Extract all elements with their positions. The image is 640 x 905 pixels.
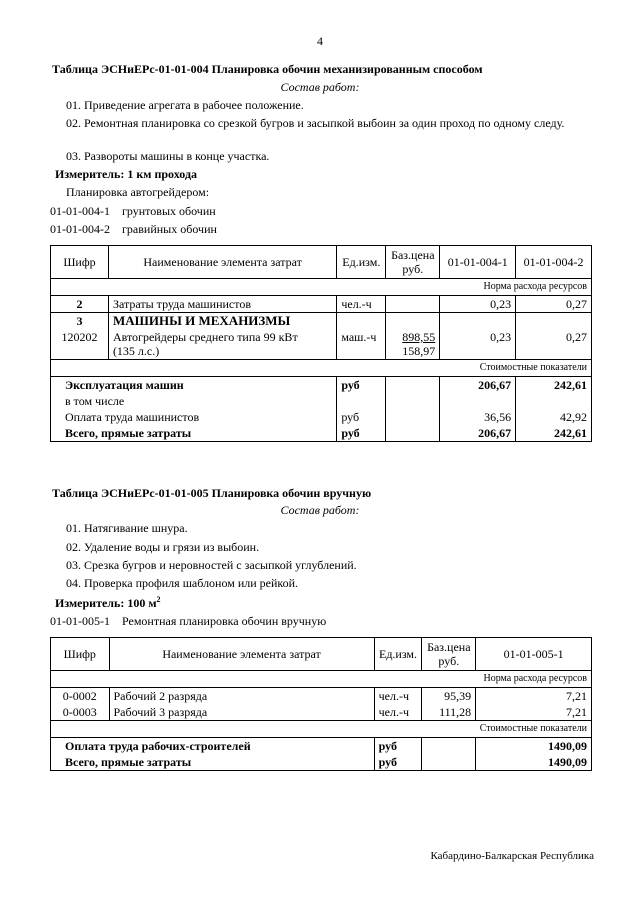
cost-unit: руб	[337, 425, 386, 442]
row-name-line1: Автогрейдеры среднего типа 99 кВт	[112, 330, 298, 344]
row-price: 95,39	[422, 688, 476, 705]
table-row	[51, 409, 592, 425]
header-name: Наименование элемента затрат	[109, 638, 374, 671]
header-base-price: Баз.цена руб.	[422, 638, 476, 671]
header-unit: Ед.изм.	[374, 638, 422, 671]
table-row	[51, 688, 592, 705]
cost-value-2: 42,92	[516, 409, 592, 425]
code: 01-01-004-1	[50, 204, 110, 218]
cost-value-1: 36,56	[440, 409, 516, 425]
row-name-line2: (135 л.с.)	[112, 344, 160, 358]
measurer-text: Измеритель: 100 м	[55, 596, 157, 610]
table2-code-line-1	[50, 614, 326, 629]
row-price-1: 898,55	[402, 330, 436, 344]
row-unit: чел.-ч	[337, 296, 386, 313]
table2-title: Таблица ЭСНиЕРс-01-01-005 Планировка обочин вручную	[52, 486, 372, 500]
row-name: Затраты труда машинистов	[108, 296, 336, 313]
table2-norm-row	[51, 671, 592, 688]
cost-unit: руб	[337, 409, 386, 425]
table1-section-row	[51, 313, 592, 330]
header-name: Наименование элемента затрат	[108, 246, 336, 279]
cost-name: Всего, прямые затраты	[51, 754, 375, 771]
cost-label: Стоимостные показатели	[440, 360, 592, 377]
table1-code-line-2	[50, 222, 217, 237]
cost-unit: руб	[374, 738, 422, 755]
header-base-price: Баз.цена руб.	[386, 246, 440, 279]
code-name: гравийных обочин	[122, 222, 217, 236]
cost-value-1: 206,67	[440, 425, 516, 442]
cost-value-1: 206,67	[440, 377, 516, 394]
row-value-1: 0,23	[440, 329, 516, 360]
table2-composition-title: Состав работ:	[280, 503, 360, 517]
table1-norm-row	[51, 279, 592, 296]
table-row	[51, 425, 592, 442]
code-name: Ремонтная планировка обочин вручную	[122, 614, 327, 628]
row-cipher: 2	[51, 296, 109, 313]
table1-step-1: 01. Приведение агрегата в рабочее положение.	[66, 98, 304, 112]
norm-label: Норма расхода ресурсов	[476, 671, 592, 688]
row-cipher: 0-0002	[51, 688, 110, 705]
row-cipher: 0-0003	[51, 704, 110, 721]
code: 01-01-005-1	[50, 614, 110, 628]
table1-header-row	[51, 246, 592, 279]
cost-name: Всего, прямые затраты	[51, 425, 337, 442]
row-price-2: 158,97	[402, 344, 436, 358]
header-col2: 01-01-004-2	[516, 246, 592, 279]
header-unit: Ед.изм.	[337, 246, 386, 279]
header-col1: 01-01-005-1	[476, 638, 592, 671]
cost-value-2: 242,61	[516, 425, 592, 442]
cost-name: Эксплуатация машин	[51, 377, 337, 394]
row-value-2: 0,27	[516, 296, 592, 313]
cost-name: в том числе	[51, 393, 337, 409]
table-row	[51, 754, 592, 771]
code: 01-01-004-2	[50, 222, 110, 236]
table1-step-2: 02. Ремонтная планировка со срезкой бугров и засыпкой выбоин за один проход по одному следу.	[66, 116, 565, 130]
section-name: МАШИНЫ И МЕХАНИЗМЫ	[108, 313, 336, 330]
row-cipher: 120202	[51, 329, 109, 360]
table1-subtitle: Планировка автогрейдером:	[66, 185, 210, 199]
measurer-sup: 2	[156, 595, 161, 604]
table-row	[51, 329, 592, 360]
table1-composition-title: Состав работ:	[280, 80, 360, 94]
section-cipher: 3	[51, 313, 109, 330]
cost-value-2: 242,61	[516, 377, 592, 394]
cost-name: Оплата труда машинистов	[51, 409, 337, 425]
table2-step-2: 02. Удаление воды и грязи из выбоин.	[66, 540, 260, 554]
table1-step-3: 03. Развороты машины в конце участка.	[66, 149, 270, 163]
row-name: Рабочий 2 разряда	[109, 688, 374, 705]
header-cipher: Шифр	[51, 246, 109, 279]
table2	[50, 637, 592, 771]
table1-measurer: Измеритель: 1 км прохода	[55, 167, 198, 181]
cost-unit: руб	[374, 754, 422, 771]
row-value-2: 0,27	[516, 329, 592, 360]
table2-step-1: 01. Натягивание шнура.	[66, 521, 188, 535]
table1	[50, 245, 592, 442]
table-row	[51, 296, 592, 313]
table-row	[51, 393, 592, 409]
footer-region: Кабардино-Балкарская Республика	[430, 850, 594, 862]
norm-label: Норма расхода ресурсов	[440, 279, 592, 296]
table2-step-4: 04. Проверка профиля шаблоном или рейкой.	[66, 576, 299, 590]
page-number: 4	[317, 34, 323, 48]
row-price: 111,28	[422, 704, 476, 721]
table-row	[51, 704, 592, 721]
table1-title: Таблица ЭСНиЕРс-01-01-004 Планировка обочин механизированным способом	[52, 62, 483, 76]
table2-measurer	[55, 595, 161, 611]
row-value-1: 7,21	[476, 688, 592, 705]
table1-code-line-1	[50, 204, 216, 219]
code-name: грунтовых обочин	[122, 204, 216, 218]
cost-name: Оплата труда рабочих-строителей	[51, 738, 375, 755]
table-row	[51, 738, 592, 755]
cost-value-1: 1490,09	[476, 738, 592, 755]
cost-label: Стоимостные показатели	[476, 721, 592, 738]
header-col1: 01-01-004-1	[440, 246, 516, 279]
cost-value-1: 1490,09	[476, 754, 592, 771]
row-unit: маш.-ч	[337, 329, 386, 360]
table-row	[51, 377, 592, 394]
table1-cost-label-row	[51, 360, 592, 377]
row-value-1: 7,21	[476, 704, 592, 721]
row-unit: чел.-ч	[374, 688, 422, 705]
table2-header-row	[51, 638, 592, 671]
row-value-1: 0,23	[440, 296, 516, 313]
table2-step-3: 03. Срезка бугров и неровностей с засыпкой углублений.	[66, 558, 357, 572]
table2-cost-label-row	[51, 721, 592, 738]
header-cipher: Шифр	[51, 638, 110, 671]
row-unit: чел.-ч	[374, 704, 422, 721]
cost-unit: руб	[337, 377, 386, 394]
row-name: Рабочий 3 разряда	[109, 704, 374, 721]
